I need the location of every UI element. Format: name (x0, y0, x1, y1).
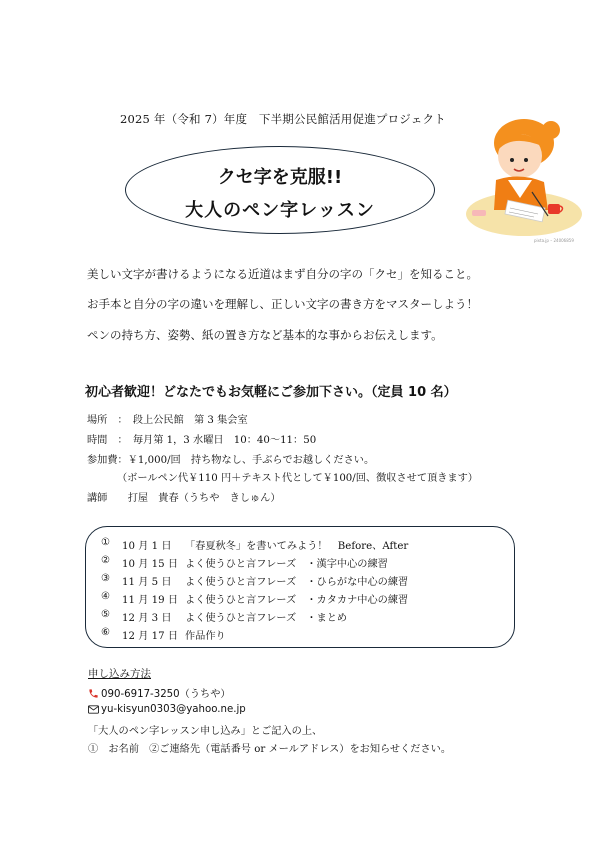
schedule-date: 11 月 5 日 (122, 577, 172, 588)
schedule-row (101, 627, 501, 641)
schedule-content: よく使うひと言フレーズ ・カタカナ中心の練習 (185, 595, 409, 606)
email-contact[interactable] (88, 704, 246, 715)
schedule-number: ⑥ (101, 627, 111, 638)
schedule-date: 11 月 19 日 (122, 595, 179, 606)
project-header: 2025 年（令和 7）年度 下半期公民館活用促進プロジェクト (120, 112, 446, 126)
apply-instruction-1: 「大人のペン字レッスン申し込み」とご記入の上、 (88, 726, 323, 737)
phone-contact[interactable] (88, 685, 231, 700)
teacher-info: 講師 打屋 貴春（うちや きしゅん） (87, 493, 281, 504)
schedule-row (101, 609, 501, 623)
schedule-row (101, 555, 501, 569)
phone-icon (88, 688, 99, 699)
schedule-content: 「春夏秋冬」を書いてみよう！ Before、After (185, 541, 409, 552)
schedule-row (101, 537, 501, 551)
schedule-date: 10 月 15 日 (122, 559, 179, 570)
intro-line-2: お手本と自分の字の違いを理解し、正しい文字の書き方をマスターしよう！ (87, 297, 478, 311)
schedule-number: ⑤ (101, 609, 111, 620)
fee-info: 参加費：￥1,000/回 持ち物なし、手ぶらでお越しください。 (87, 455, 375, 466)
schedule-number: ④ (101, 591, 111, 602)
phone-number: 090-6917-3250（うちや） (101, 689, 231, 700)
welcome-headline: 初心者歓迎！どなたでもお気軽にご参加下さい。（定員 10 名） (85, 385, 457, 400)
image-credit: pixta.jp – 24006859 (534, 238, 574, 243)
fee-note: （ボールペン代￥110 円＋テキスト代として￥100/回、徴収させて頂きます） (117, 473, 478, 484)
intro-line-3: ペンの持ち方、姿勢、紙の置き方など基本的な事からお伝えします。 (87, 328, 443, 342)
schedule-row (101, 591, 501, 605)
schedule-row (101, 573, 501, 587)
woman-writing-illustration (462, 110, 582, 242)
place-info: 場所 ： 段上公民館 第 3 集会室 (87, 415, 248, 426)
title-line-2: 大人のペン字レッスン (185, 200, 375, 221)
apply-instruction-2: ① お名前 ②ご連絡先（電話番号 or メールアドレス）をお知らせください。 (88, 744, 452, 755)
schedule-number: ② (101, 555, 111, 566)
title-line-1: クセ字を克服!! (217, 167, 343, 188)
time-info: 時間 ： 毎月第 1，3 水曜日 10：40～11：50 (87, 435, 317, 446)
schedule-date: 10 月 1 日 (122, 541, 172, 552)
schedule-date: 12 月 17 日 (122, 631, 179, 642)
apply-heading: 申し込み方法 (88, 668, 151, 680)
schedule-date: 12 月 3 日 (122, 613, 172, 624)
schedule-number: ③ (101, 573, 111, 584)
schedule-content: よく使うひと言フレーズ ・まとめ (185, 613, 348, 624)
mail-icon (88, 705, 99, 714)
schedule-content: よく使うひと言フレーズ ・漢字中心の練習 (185, 559, 388, 570)
schedule-number: ① (101, 537, 111, 548)
schedule-content: 作品作り (185, 631, 226, 642)
intro-line-1: 美しい文字が書けるようになる近道はまず自分の字の「クセ」を知ること。 (87, 267, 478, 281)
email-address: yu-kisyun0303@yahoo.ne.jp (101, 704, 246, 715)
schedule-content: よく使うひと言フレーズ ・ひらがな中心の練習 (185, 577, 409, 588)
